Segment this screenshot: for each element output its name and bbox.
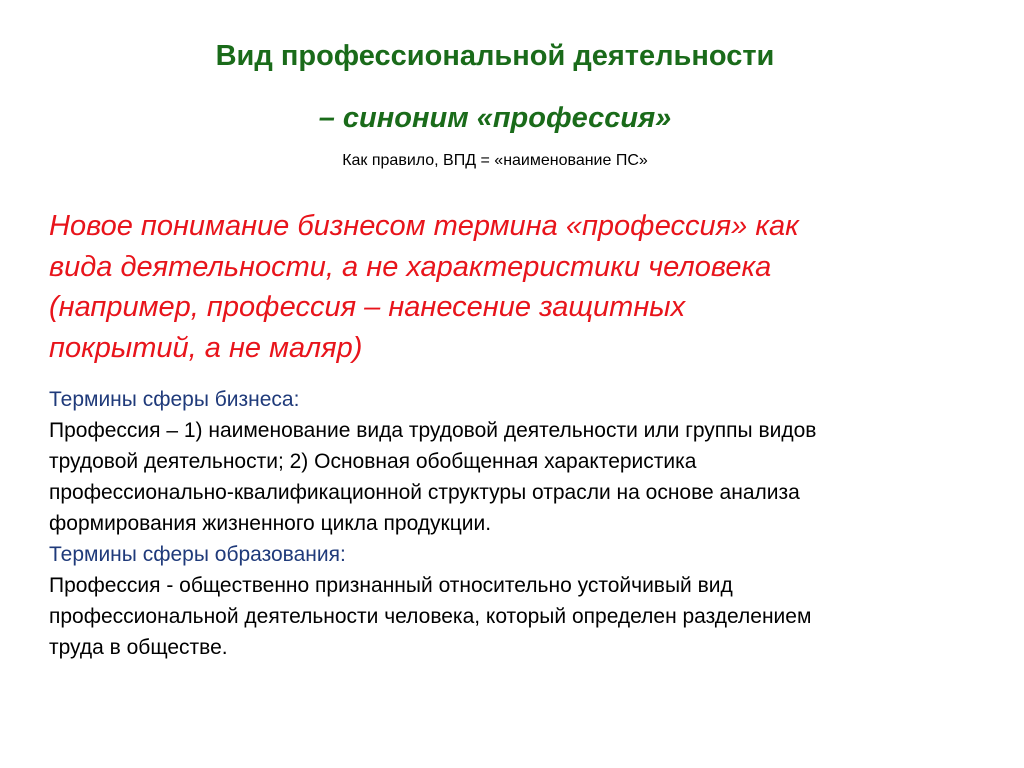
slide-title: Вид профессиональной деятельности <box>215 40 775 72</box>
slide-title-synonym: – синоним «профессия» <box>318 102 672 134</box>
education-definition-line: профессиональной деятельности человека, который определен разделением <box>49 605 812 628</box>
business-definition-line: профессионально-квалификационной структуры отрасли на основе анализа <box>49 481 800 504</box>
definitions-block <box>49 384 1009 663</box>
business-terms-heading: Термины сферы бизнеса: <box>49 388 300 411</box>
red-statement-line: Новое понимание бизнесом термина «профессия» как <box>49 210 799 242</box>
red-statement <box>49 206 989 368</box>
business-definition-line: формирования жизненного цикла продукции. <box>49 512 492 535</box>
red-statement-line: вида деятельности, а не характеристики человека <box>49 250 772 283</box>
education-definition-line: Профессия - общественно признанный относительно устойчивый вид <box>49 574 733 597</box>
business-definition-line: Профессия – 1) наименование вида трудовой деятельности или группы видов <box>49 419 817 442</box>
business-definition-line: трудовой деятельности; 2) Основная обобщенная характеристика <box>49 450 697 473</box>
red-statement-line: покрытий, а не маляр) <box>49 331 363 364</box>
education-definition-line: труда в обществе. <box>49 636 228 659</box>
red-statement-line: (например, профессия – нанесение защитных <box>49 291 686 323</box>
education-terms-heading: Термины сферы образования: <box>49 543 346 566</box>
slide-subnote: Как правило, ВПД = «наименование ПС» <box>342 152 648 169</box>
